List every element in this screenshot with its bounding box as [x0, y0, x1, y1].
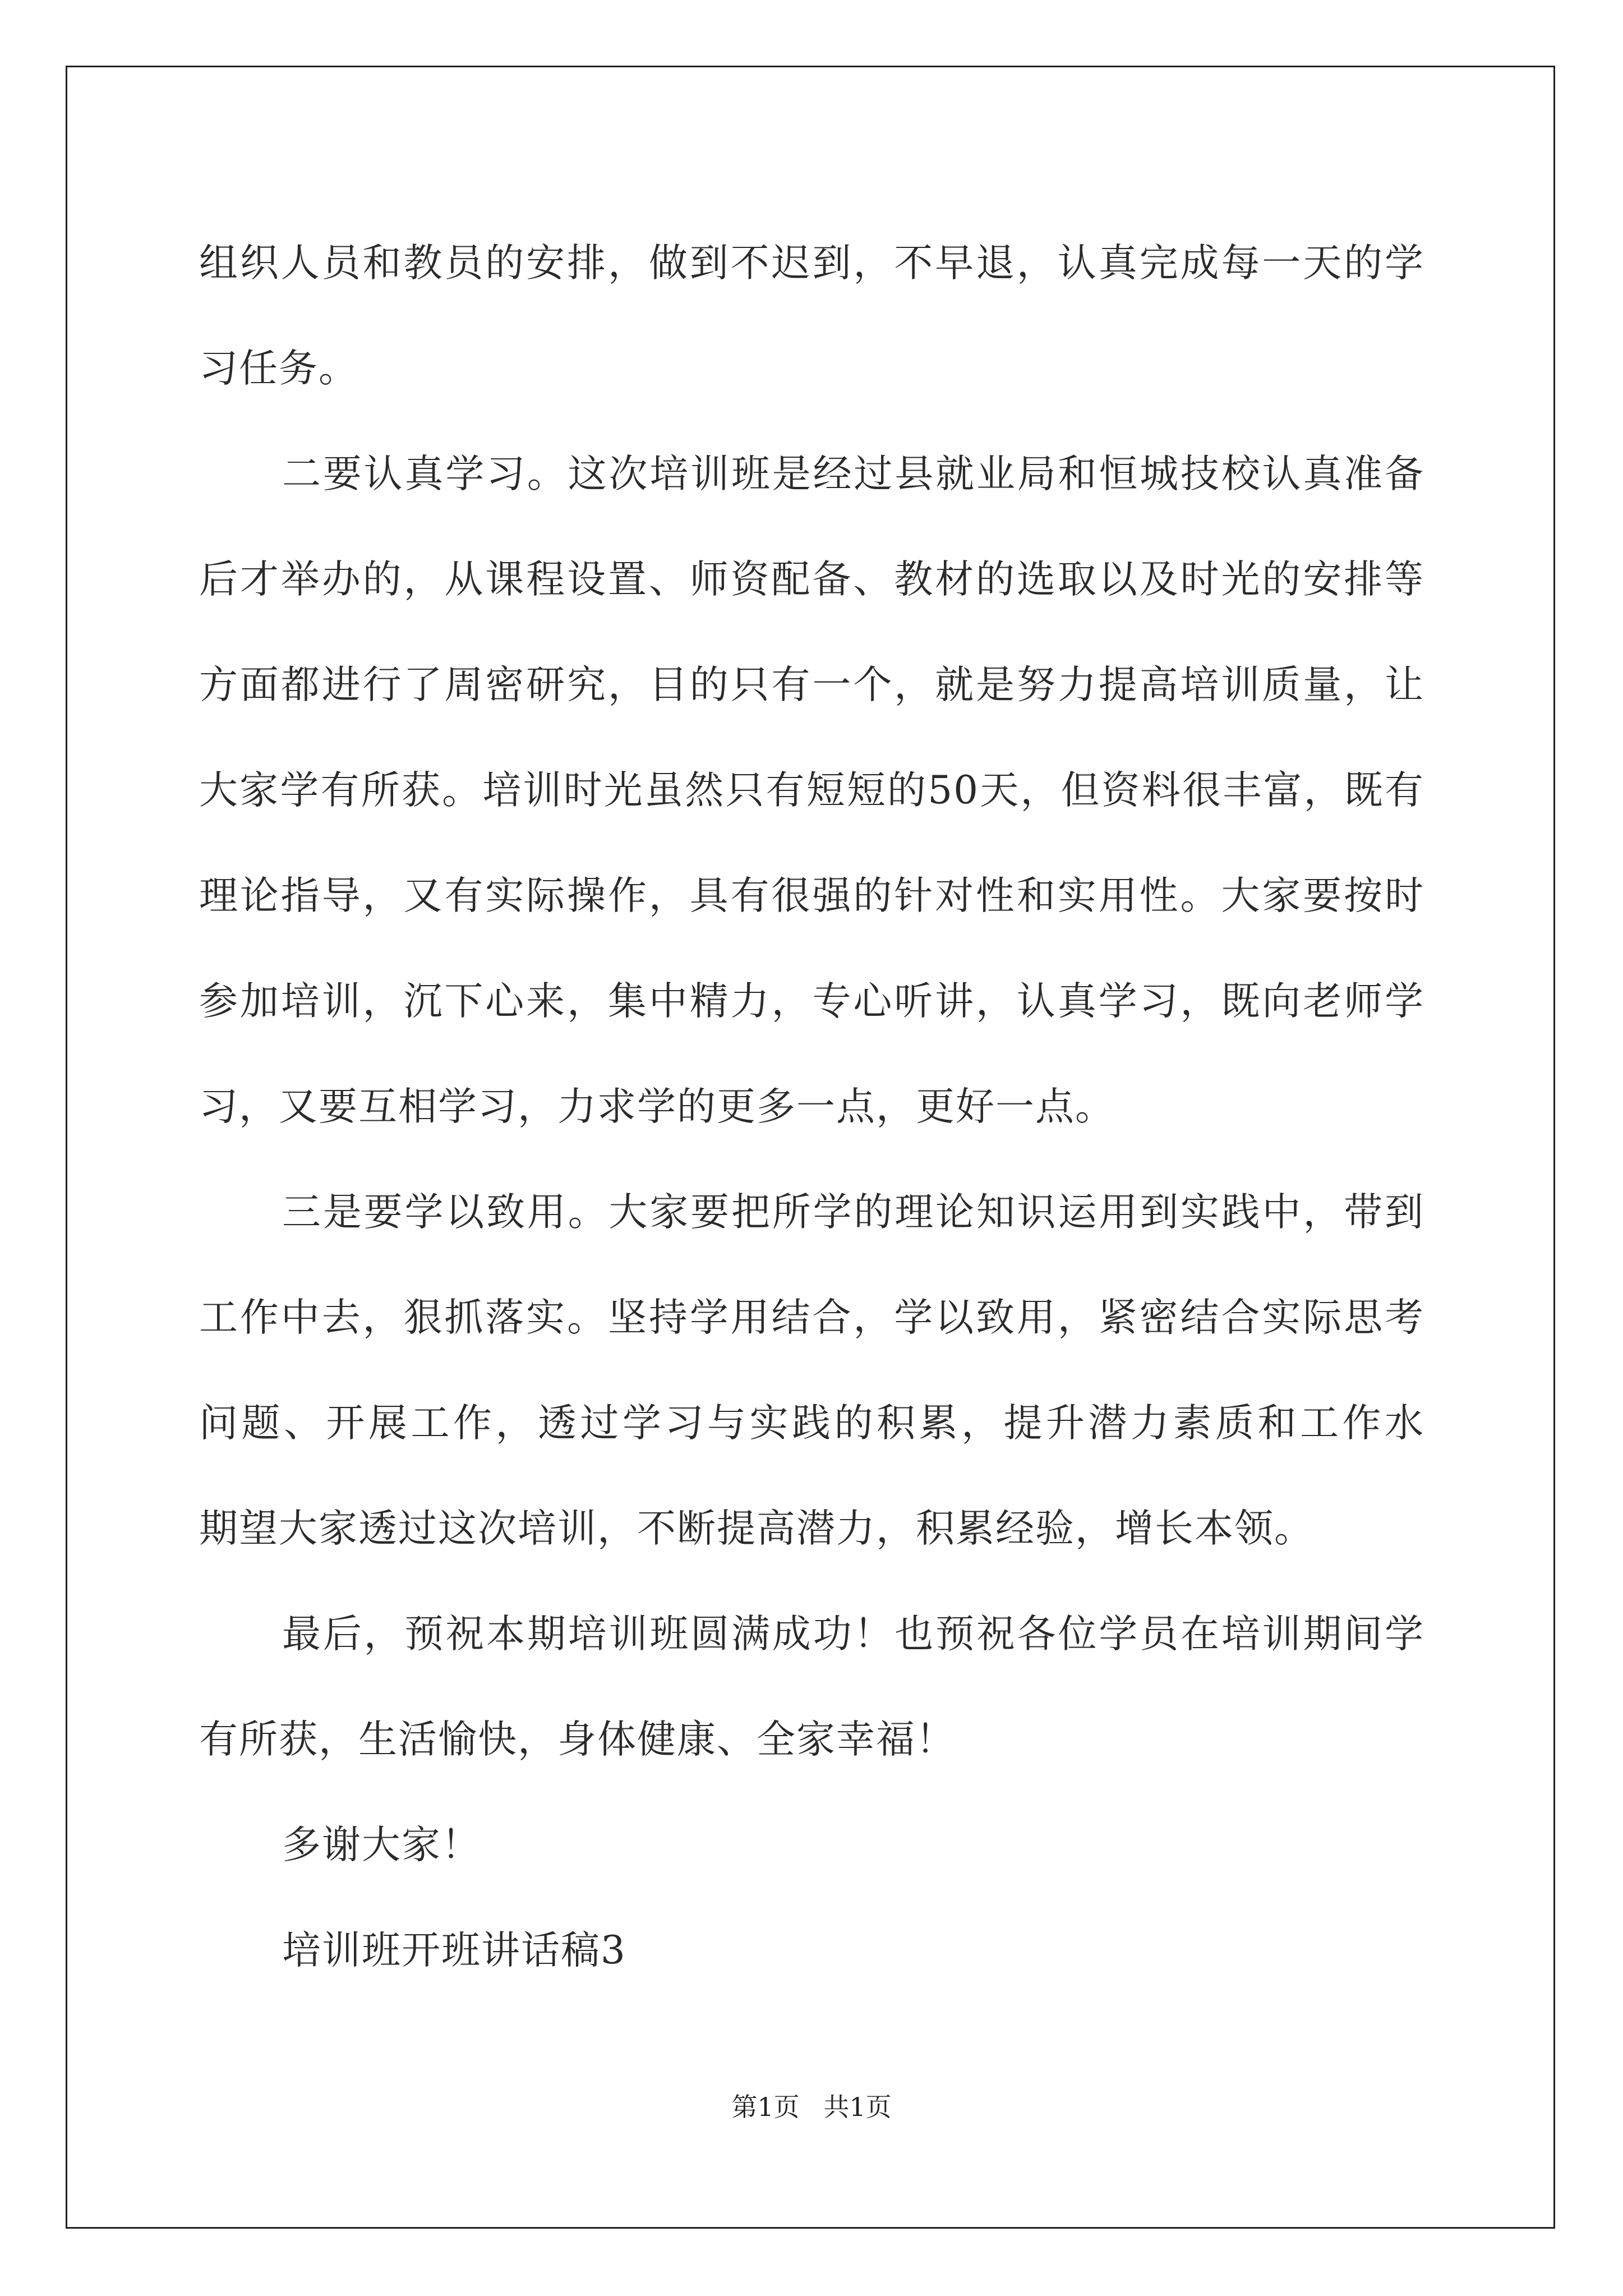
text-line: 组织人员和教员的安排，做到不迟到，不早退，认真完成每一天的学	[199, 241, 1424, 286]
text-line: 习，又要互相学习，力求学的更多一点，更好一点。	[199, 1084, 1115, 1129]
text-line: 有所获，生活愉快，身体健康、全家幸福！	[199, 1717, 956, 1762]
text-line: 习任务。	[199, 346, 358, 391]
text-line: 参加培训，沉下心来，集中精力，专心听讲，认真学习，既向老师学	[199, 979, 1424, 1024]
text-line: 期望大家透过这次培训，不断提高潜力，积累经验，增长本领。	[199, 1506, 1314, 1551]
text-line: 后才举办的，从课程设置、师资配备、教材的选取以及时光的安排等	[199, 557, 1424, 602]
text-line: 问题、开展工作，透过学习与实践的积累，提升潜力素质和工作水	[199, 1401, 1424, 1446]
section-heading: 培训班开班讲话稿3	[282, 1928, 626, 1973]
page-total-count: 共1页	[823, 2092, 892, 2122]
text-line: 方面都进行了周密研究，目的只有一个，就是努力提高培训质量，让	[199, 662, 1424, 707]
closing-line: 多谢大家！	[282, 1823, 481, 1867]
page-current-number: 第1页	[731, 2092, 800, 2122]
text-line: 大家学有所获。培训时光虽然只有短短的50天，但资料很丰富，既有	[199, 768, 1424, 813]
paragraph-start-line: 最后，预祝本期培训班圆满成功！也预祝各位学员在培训期间学	[282, 1612, 1424, 1657]
text-line: 理论指导，又有实际操作，具有很强的针对性和实用性。大家要按时	[199, 873, 1424, 918]
page-footer	[0, 2087, 1623, 2124]
document-body	[199, 210, 1424, 2003]
paragraph-start-line: 二要认真学习。这次培训班是经过县就业局和恒城技校认真准备	[282, 452, 1424, 496]
paragraph-start-line: 三是要学以致用。大家要把所学的理论知识运用到实践中，带到	[282, 1190, 1424, 1235]
text-line: 工作中去，狠抓落实。坚持学用结合，学以致用，紧密结合实际思考	[199, 1295, 1424, 1340]
